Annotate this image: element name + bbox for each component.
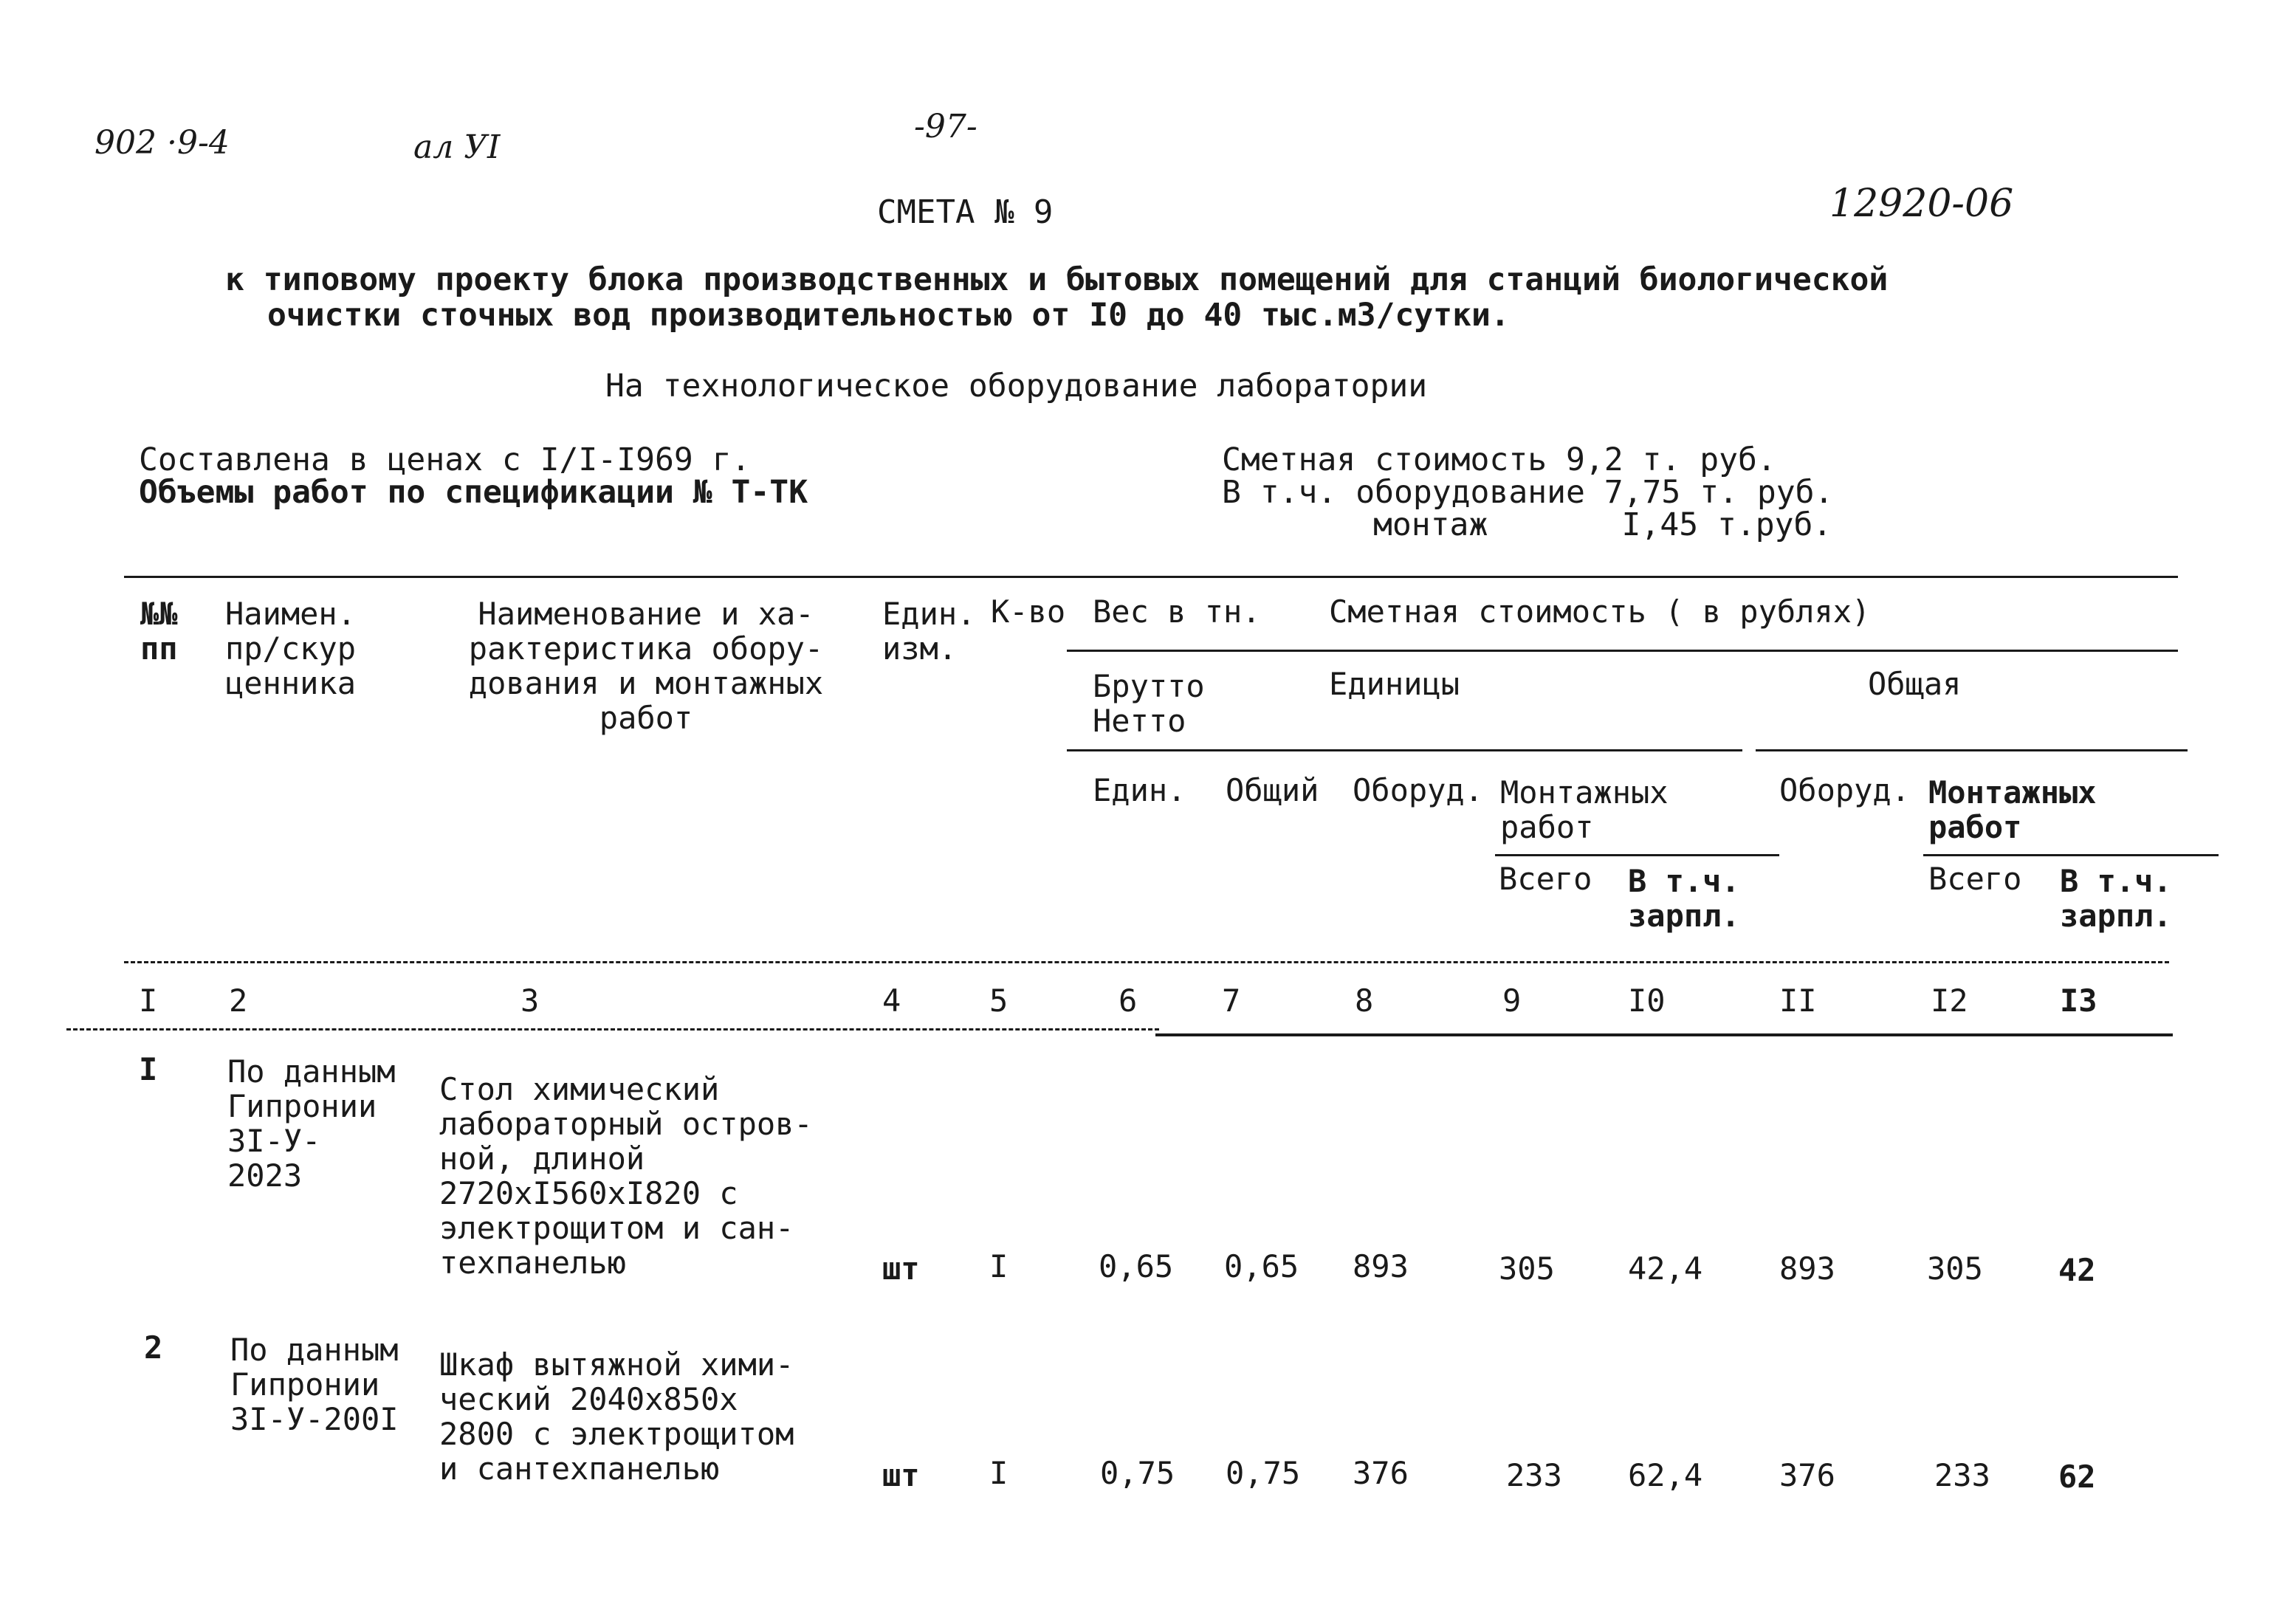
col-number-7: 7 [1222,983,1241,1019]
header-equip-unit: Оборуд. [1353,772,1484,808]
row-1-install-unit-wage: 42,4 [1628,1250,1703,1287]
row-1-description: Стол химический лабораторный остров- ной, длиной 2720хI560хI820 с электрощитом и сан- техпанелью [439,1071,813,1281]
header-wage-total: В т.ч. зарпл. [2060,863,2172,935]
row-1-num: I [139,1051,158,1087]
row-1-qty: I [989,1248,1009,1284]
row-2-num: 2 [144,1329,163,1366]
row-1-price-ref: По данным Гипронии 3I-У- 2023 [227,1053,396,1194]
col-number-9: 9 [1502,983,1522,1019]
unit-header-rule [1067,749,1742,751]
row-2-weight-unit: 0,75 [1100,1455,1175,1491]
header-all-unit: Всего [1499,861,1592,897]
album-label: ал УI [413,128,501,166]
estimated-cost: Сметная стоимость 9,2 т. руб. [1222,441,1776,478]
col-numbers-rule-right [1155,1033,2173,1036]
row-2-price-ref: По данным Гипронии 3I-У-200I [230,1332,399,1438]
header-qty: К-во [991,593,1066,630]
header-unit-cost: Единицы [1329,666,1460,702]
header-weight: Вес в тн. [1093,593,1261,630]
col-number-11: II [1779,983,1817,1019]
header-install-unit: Монтажных работ [1500,774,1669,846]
header-unit: Един. изм. [882,596,976,667]
row-1-install-total-wage: 42 [2058,1252,2096,1288]
intro-line-2: очистки сточных вод производительностью от I0 до 40 тыс.м3/сутки. [267,297,1510,334]
volumes-reference: Объемы работ по спецификации № Т-ТК [139,474,808,511]
row-1-equip-total: 893 [1779,1250,1835,1287]
row-2-description: Шкаф вытяжной хими- ческий 2040х850х 2800 с электрощитом и сантехпанелью [439,1346,794,1487]
row-2-unit: шт [882,1457,920,1493]
row-1-weight-unit: 0,65 [1099,1248,1174,1284]
header-wage-unit: В т.ч. зарпл. [1628,863,1740,935]
row-1-equip-unit: 893 [1353,1248,1409,1284]
incl-equipment-cost: В т.ч. оборудование 7,75 т. руб. [1222,474,1834,511]
row-2-install-unit-all: 233 [1506,1457,1562,1493]
col-number-3: 3 [520,983,540,1019]
header-gross-net: Брутто Нетто [1093,668,1205,740]
header-weight-unit: Един. [1093,772,1186,808]
row-2-install-total-wage: 62 [2058,1459,2096,1495]
row-2-weight-total: 0,75 [1226,1455,1301,1491]
row-2-install-total-all: 233 [1934,1457,1990,1493]
row-1-install-total-all: 305 [1927,1250,1983,1287]
header-cost: Сметная стоимость ( в рублях) [1329,593,1871,630]
table-top-rule [124,576,2178,578]
row-2-equip-total: 376 [1779,1457,1835,1493]
estimate-subject: На технологическое оборудование лаборатории [605,368,1428,405]
col-number-6: 6 [1119,983,1138,1019]
document-title: СМЕТА № 9 [877,193,1054,231]
header-description: Наименование и ха- рактеристика обору- дования и монтажных работ [468,596,824,737]
prices-date: Составлена в ценах с I/I-I969 г. [139,441,751,478]
col-number-13: I3 [2060,983,2097,1019]
col-number-10: I0 [1628,983,1666,1019]
header-all-total: Всего [1928,861,2022,897]
col-numbers-rule-left [66,1028,1159,1031]
header-weight-total: Общий [1226,772,1319,808]
header-total-cost: Общая [1868,666,1962,702]
col-number-8: 8 [1355,983,1374,1019]
header-num: №№ пп [140,596,178,667]
header-bottom-rule [124,961,2169,963]
unit-install-rule [1495,854,1779,856]
cost-header-rule [1067,650,2178,652]
col-number-2: 2 [229,983,248,1019]
doc-code: 902 ·9-4 [95,124,230,162]
header-equip-total: Оборуд. [1779,772,1911,808]
inventory-number: 12920-06 [1829,182,2014,226]
incl-installation-cost: монтаж I,45 т.руб. [1373,506,1832,543]
page-number: -97- [914,108,977,145]
row-2-equip-unit: 376 [1353,1455,1409,1491]
col-number-12: I2 [1931,983,1968,1019]
col-number-4: 4 [882,983,901,1019]
col-number-1: I [139,983,158,1019]
intro-line-1: к типовому проекту блока производственных и бытовых помещений для станций биологической [225,261,1889,298]
col-number-5: 5 [989,983,1009,1019]
row-1-install-unit-all: 305 [1499,1250,1555,1287]
total-header-rule [1756,749,2188,751]
row-2-install-unit-wage: 62,4 [1628,1457,1703,1493]
header-price-ref: Наимен. пр/скур ценника [225,596,357,702]
row-2-qty: I [989,1455,1009,1491]
row-1-unit: шт [882,1250,920,1287]
row-1-weight-total: 0,65 [1224,1248,1299,1284]
total-install-rule [1923,854,2219,856]
header-install-total: Монтажных работ [1928,774,2097,846]
